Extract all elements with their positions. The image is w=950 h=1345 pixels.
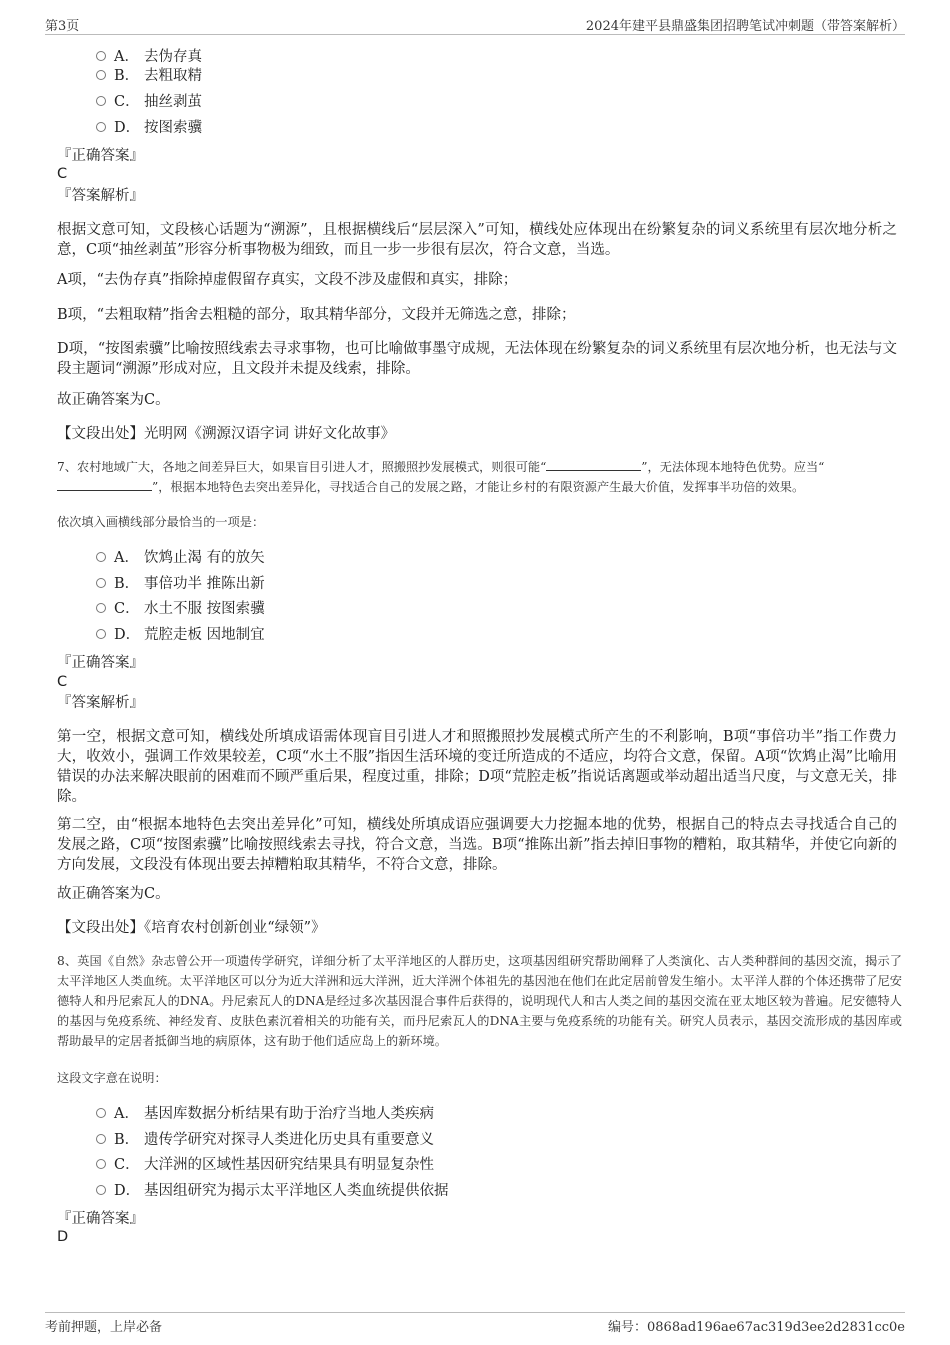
blank-line — [546, 458, 641, 471]
q6-answer-label: 『正确答案』 — [57, 148, 144, 164]
q6-option-d[interactable]: D． 按图索骥 — [96, 118, 202, 138]
q6-option-a[interactable]: A． 去伪存真 — [96, 47, 202, 67]
radio-icon[interactable] — [96, 603, 106, 613]
q7-analysis-paragraph: 第二空，由“根据本地特色去突出差异化”可知，横线处所填成语应强调要大力挖掘本地的优势，根据自己的特点去寻找适合自己的发展之路，C项“按图索骥”比喻按照线索去寻找，符合文意，当选。B项“推陈出新”指去掉旧事物的糟粕，取其精华，并使它向新的方向发展，文段没有体现出要去掉糟粕取其精华，不符合文意，排除。 — [57, 817, 897, 873]
q7-stem: 7、农村地域广大，各地之间差异巨大，如果盲目引进人才，照搬照抄发展模式，则很可能“ ”，无法体现本地特色优势。应当“ ”，根据本地特色去突出差异化，寻找适合自己的发展之路，才能让乡村的有限资源产生最大价值，发挥事半功倍的效果。 — [57, 460, 825, 494]
q8-option-b[interactable]: B． 遗传学研究对探寻人类进化历史具有重要意义 — [96, 1130, 434, 1150]
blank-line — [57, 478, 152, 491]
q7-option-b[interactable]: B． 事倍功半 推陈出新 — [96, 574, 265, 594]
radio-icon[interactable] — [96, 1159, 106, 1169]
radio-icon[interactable] — [96, 1185, 106, 1195]
document-id: 编号：0868ad196ae67ac319d3ee2d2831cc0e — [608, 1320, 905, 1335]
radio-icon[interactable] — [96, 578, 106, 588]
q7-option-d[interactable]: D． 荒腔走板 因地制宜 — [96, 625, 265, 645]
radio-icon[interactable] — [96, 70, 106, 80]
radio-icon[interactable] — [96, 1134, 106, 1144]
radio-icon[interactable] — [96, 629, 106, 639]
q8-option-c[interactable]: C． 大洋洲的区域性基因研究结果具有明显复杂性 — [96, 1155, 434, 1175]
page-footer — [45, 1312, 905, 1335]
q6-analysis-paragraph: 根据文意可知，文段核心话题为“溯源”，且根据横线后“层层深入”可知，横线处应体现出在纷繁复杂的词义系统里有层次地分析之意，C项“抽丝剥茧”形容分析事物极为细致，而且一步一步很有层次，符合文意，当选。 — [57, 222, 897, 258]
q7-analysis-paragraph: 故正确答案为C。 — [57, 886, 170, 902]
q7-analysis-label: 『答案解析』 — [57, 695, 144, 711]
q7-answer: C — [57, 674, 68, 690]
q7-analysis-paragraph: 第一空，根据文意可知，横线处所填成语需体现盲目引进人才和照搬照抄发展模式所产生的不利影响，B项“事倍功半”指工作费力大，收效小，强调工作效果较差，C项“水土不服”指因生活环境的变迁所造成的不适应，均符合文意，保留。A项“饮鸩止渴”比喻用错误的办法来解决眼前的困难而不顾严重后果，程度过重，排除；D项“荒腔走板”指说话离题或举动超出适当尺度，与文意无关，排除。 — [57, 729, 897, 805]
q7-option-c[interactable]: C． 水土不服 按图索骥 — [96, 599, 265, 619]
q6-analysis-paragraph: D项，“按图索骥”比喻按照线索去寻求事物，也可比喻做事墨守成规，无法体现在纷繁复杂的词义系统里有层次地分析，也无法与文段主题词“溯源”形成对应，且文段并未提及线索，排除。 — [57, 341, 897, 377]
radio-icon[interactable] — [96, 1108, 106, 1118]
page-header — [45, 12, 905, 35]
q8-stem: 8、英国《自然》杂志曾公开一项遗传学研究，详细分析了太平洋地区的人群历史，这项基因组研究帮助阐释了人类演化、古人类种群间的基因交流，揭示了太平洋地区人类血统。太平洋地区可以分为近大洋洲和远大洋洲，近大洋洲个体祖先的基因池在他们在此定居前曾发生缩小。太平洋人群的个体还携带了尼安德特人和丹尼索瓦人的DNA。丹尼索瓦人的DNA是经过多次基因混合事件后获得的，说明现代人和古人类之间的基因交流在亚太地区较为普遍。尼安德特人的基因与免疫系统、神经发育、皮肤色素沉着相关的功能有关，而丹尼索瓦人的DNA主要与免疫系统的功能有关。研究人员表示，基因交流形成的基因库或帮助最早的定居者抵御当地的病原体，这有助于他们适应岛上的新环境。 — [57, 954, 902, 1048]
q6-analysis-paragraph: 故正确答案为C。 — [57, 392, 170, 408]
radio-icon[interactable] — [96, 96, 106, 106]
q7-option-a[interactable]: A． 饮鸩止渴 有的放矢 — [96, 548, 265, 568]
footer-slogan: 考前押题，上岸必备 — [45, 1320, 163, 1335]
q8-prompt: 这段文字意在说明： — [57, 1071, 167, 1085]
q7-source: 【文段出处】《培育农村创新创业“绿领”》 — [57, 920, 326, 936]
q8-option-d[interactable]: D． 基因组研究为揭示太平洋地区人类血统提供依据 — [96, 1181, 449, 1201]
q6-answer: C — [57, 166, 68, 182]
q6-option-b[interactable]: B． 去粗取精 — [96, 66, 202, 86]
q7-answer-label: 『正确答案』 — [57, 655, 144, 671]
q8-answer: D — [57, 1229, 69, 1245]
radio-icon[interactable] — [96, 122, 106, 132]
q6-analysis-paragraph: B项，“去粗取精”指舍去粗糙的部分，取其精华部分，文段并无筛选之意，排除； — [57, 307, 576, 323]
q6-analysis-label: 『答案解析』 — [57, 188, 144, 204]
document-title: 2024年建平县鼎盛集团招聘笔试冲刺题（带答案解析） — [585, 19, 905, 34]
q8-answer-label: 『正确答案』 — [57, 1211, 144, 1227]
q8-option-a[interactable]: A． 基因库数据分析结果有助于治疗当地人类疾病 — [96, 1104, 434, 1124]
q6-analysis-paragraph: A项，“去伪存真”指除掉虚假留存真实，文段不涉及虚假和真实，排除； — [57, 272, 518, 288]
q7-prompt: 依次填入画横线部分最恰当的一项是： — [57, 515, 265, 529]
radio-icon[interactable] — [96, 552, 106, 562]
page-number: 第3页 — [45, 19, 80, 34]
q6-source: 【文段出处】光明网《溯源汉语字词 讲好文化故事》 — [57, 426, 396, 442]
q6-option-c[interactable]: C． 抽丝剥茧 — [96, 92, 202, 112]
radio-icon[interactable] — [96, 51, 106, 61]
